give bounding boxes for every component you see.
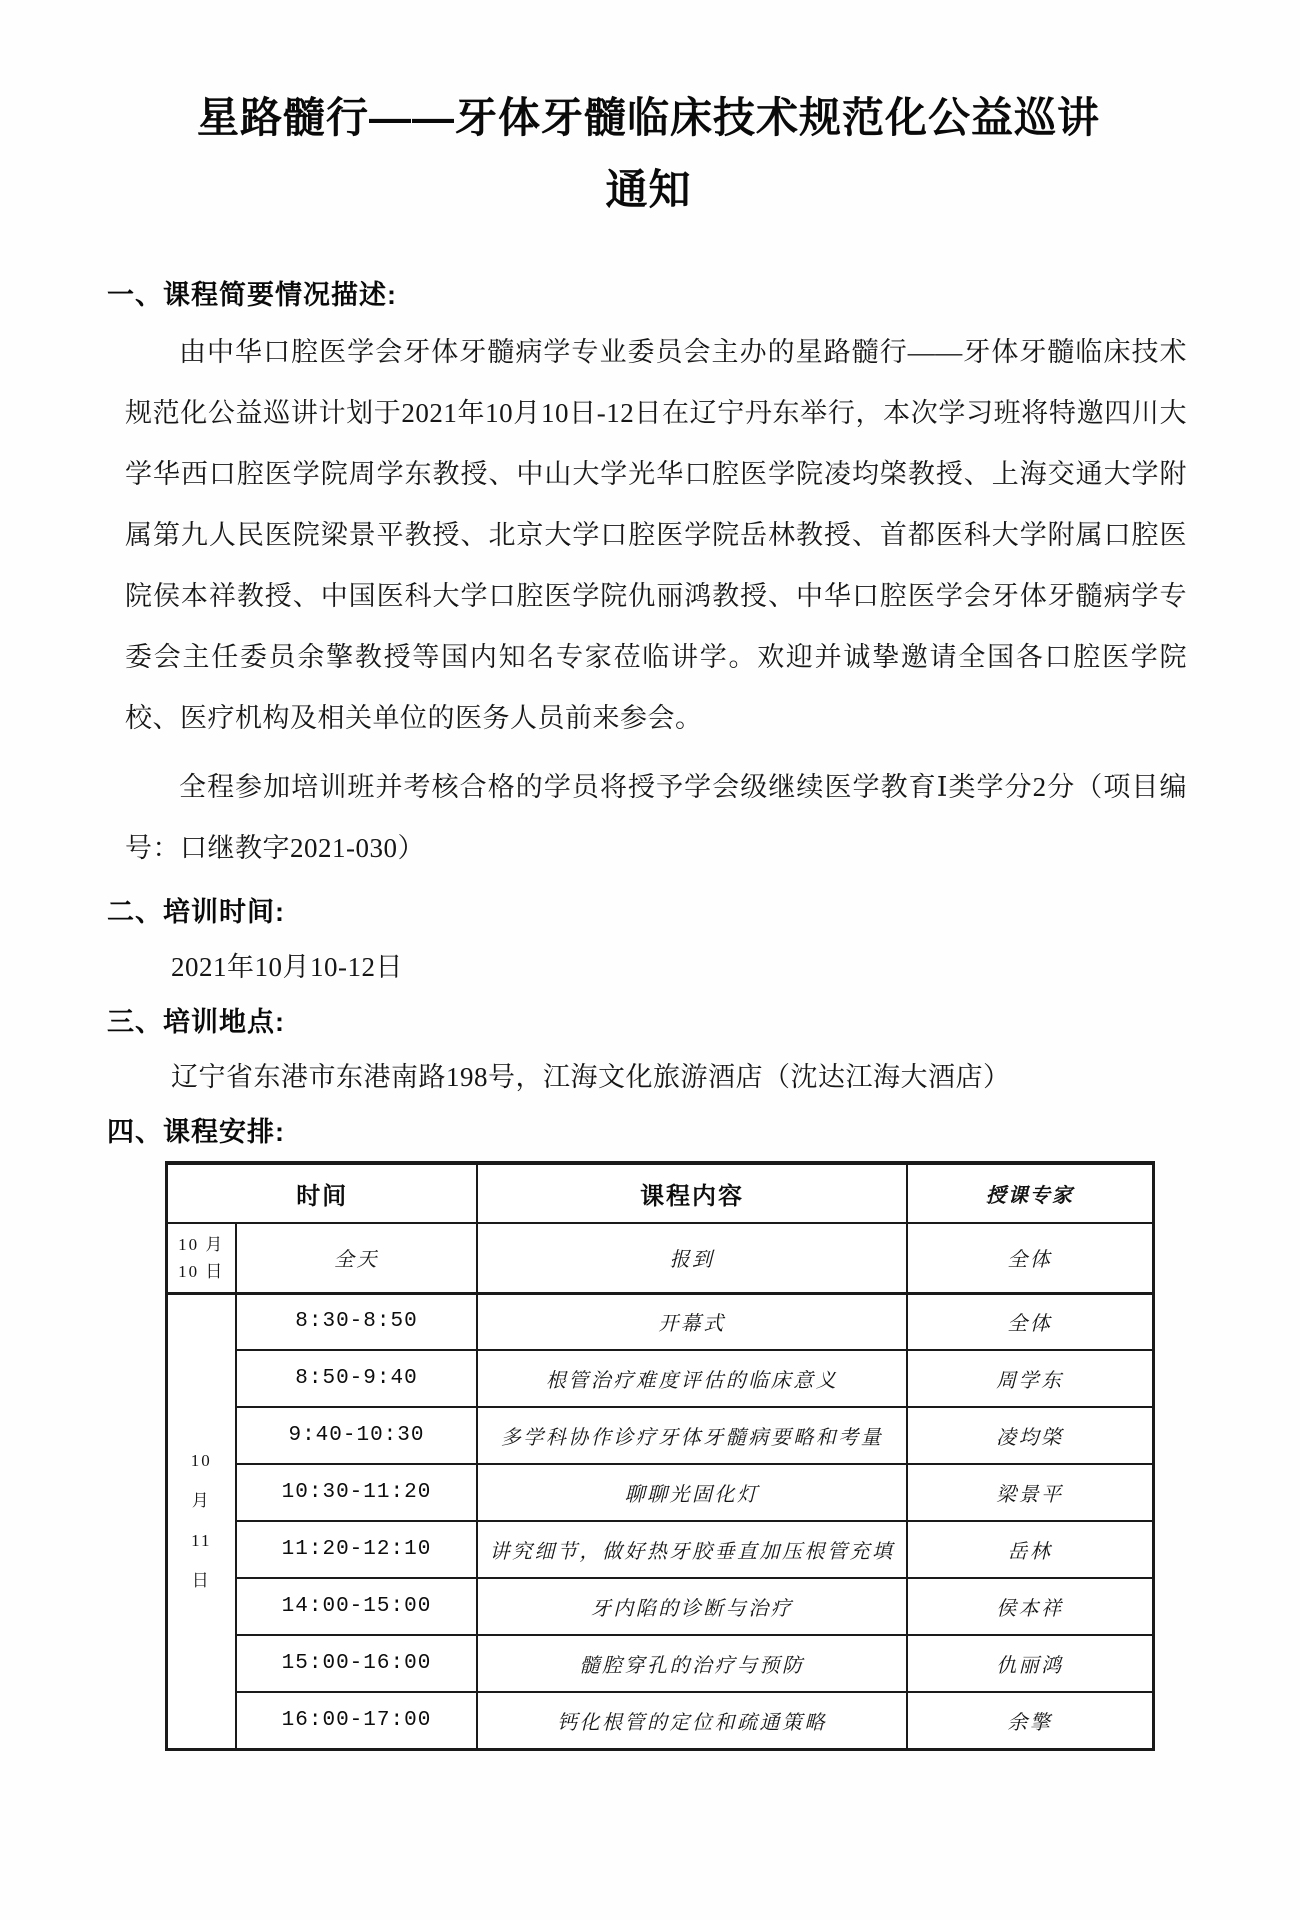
schedule-header-time: 时间: [167, 1163, 478, 1223]
schedule-row: [167, 1635, 1154, 1692]
schedule-time-cell: 16:00-17:00: [236, 1692, 478, 1749]
date-line: 11: [191, 1531, 212, 1550]
schedule-row: [167, 1223, 1154, 1293]
schedule-content-cell: 根管治疗难度评估的临床意义: [477, 1350, 906, 1407]
schedule-header-row: [167, 1163, 1154, 1223]
schedule-expert-cell: 周学东: [907, 1350, 1154, 1407]
schedule-row: [167, 1407, 1154, 1464]
schedule-time-cell: 8:30-8:50: [236, 1293, 478, 1350]
date-line: 日: [191, 1571, 211, 1590]
schedule-content-cell: 聊聊光固化灯: [477, 1464, 906, 1521]
section-heading-overview: 一、课程简要情况描述:: [107, 280, 397, 310]
schedule-row: [167, 1464, 1154, 1521]
schedule-date-cell: [167, 1293, 236, 1749]
schedule-date-cell: [167, 1223, 236, 1293]
schedule-row: [167, 1692, 1154, 1749]
schedule-content-cell: 多学科协作诊疗牙体牙髓病要略和考量: [477, 1407, 906, 1464]
schedule-table: [165, 1161, 1155, 1751]
schedule-content-cell: 钙化根管的定位和疏通策略: [477, 1692, 906, 1749]
training-time-value: 2021年10月10-12日: [171, 952, 403, 982]
schedule-row: [167, 1521, 1154, 1578]
schedule-time-cell: 15:00-16:00: [236, 1635, 478, 1692]
schedule-content-cell: 髓腔穿孔的治疗与预防: [477, 1635, 906, 1692]
schedule-time-cell: 11:20-12:10: [236, 1521, 478, 1578]
schedule-content-cell: 开幕式: [477, 1293, 906, 1350]
schedule-time-cell: 10:30-11:20: [236, 1464, 478, 1521]
schedule-expert-cell: 侯本祥: [907, 1578, 1154, 1635]
schedule-header-content: 课程内容: [477, 1163, 906, 1223]
schedule-time-cell: 全天: [236, 1223, 478, 1293]
section-heading-venue: 三、培训地点:: [107, 1007, 285, 1037]
schedule-table-body: [167, 1223, 1154, 1749]
document-title-line1: 星路髓行——牙体牙髓临床技术规范化公益巡讲: [196, 94, 1100, 141]
schedule-content-cell: 牙内陷的诊断与治疗: [477, 1578, 906, 1635]
schedule-row: [167, 1578, 1154, 1635]
document-title: [117, 82, 1180, 226]
date-line: 10: [190, 1451, 212, 1470]
overview-paragraph-2: 全程参加培训班并考核合格的学员将授予学会级继续医学教育Ⅰ类学分2分（项目编号：口继教字2021-030）: [125, 772, 1187, 863]
training-venue-value: 辽宁省东港市东港南路198号，江海文化旅游酒店（沈达江海大酒店）: [171, 1062, 1011, 1092]
document-title-line2: 通知: [605, 166, 692, 213]
schedule-time-cell: 14:00-15:00: [236, 1578, 478, 1635]
schedule-content-cell: 讲究细节，做好热牙胶垂直加压根管充填: [477, 1521, 906, 1578]
date-line: 10 月: [178, 1234, 225, 1254]
section-heading-schedule: 四、课程安排:: [107, 1117, 285, 1147]
schedule-row: [167, 1350, 1154, 1407]
schedule-expert-cell: 梁景平: [907, 1464, 1154, 1521]
schedule-row: [167, 1293, 1154, 1350]
section-heading-time: 二、培训时间:: [107, 897, 285, 927]
notice-document-page: [0, 82, 1300, 1920]
schedule-expert-cell: 岳林: [907, 1521, 1154, 1578]
schedule-content-cell: 报到: [477, 1223, 906, 1293]
schedule-header-expert: 授课专家: [907, 1163, 1154, 1223]
date-line: 10 日: [178, 1261, 225, 1281]
schedule-expert-cell: 全体: [907, 1293, 1154, 1350]
overview-paragraph-1: 由中华口腔医学会牙体牙髓病学专业委员会主办的星路髓行——牙体牙髓临床技术规范化公益巡讲计划于2021年10月10日-12日在辽宁丹东举行，本次学习班将特邀四川大学华西口腔医学院周学东教授、中山大学光华口腔医学院凌均棨教授、上海交通大学附属第九人民医院梁景平教授、北京大学口腔医学院岳林教授、首都医科大学附属口腔医院侯本祥教授、中国医科大学口腔医学院仇丽鸿教授、中华口腔医学会牙体牙髓病学专委会主任委员余擎教授等国内知名专家莅临讲学。欢迎并诚挚邀请全国各口腔医学院校、医疗机构及相关单位的医务人员前来参会。: [125, 337, 1187, 733]
schedule-expert-cell: 仇丽鸿: [907, 1635, 1154, 1692]
schedule-expert-cell: 凌均棨: [907, 1407, 1154, 1464]
schedule-time-cell: 9:40-10:30: [236, 1407, 478, 1464]
schedule-expert-cell: 全体: [907, 1223, 1154, 1293]
schedule-expert-cell: 余擎: [907, 1692, 1154, 1749]
schedule-time-cell: 8:50-9:40: [236, 1350, 478, 1407]
date-line: 月: [191, 1491, 211, 1510]
